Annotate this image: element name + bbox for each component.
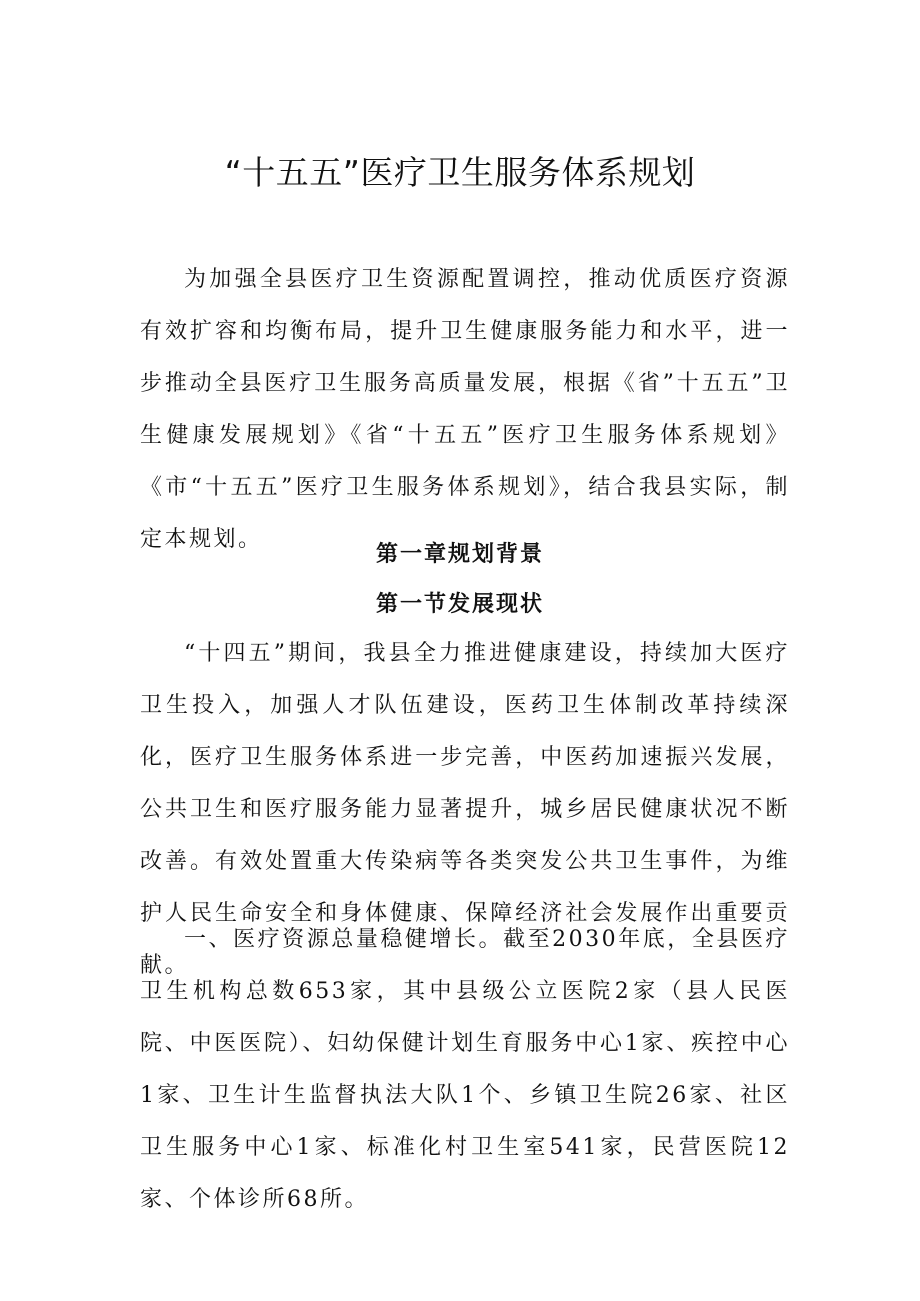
- item-paragraph: 一、医疗资源总量稳健增长。截至2030年底，全县医疗卫生机构总数653家，其中县级公立医院2家（县人民医院、中医医院）、妇幼保健计划生育服务中心1家、疾控中心1家、卫生计生监督执法大队1个、乡镇卫生院26家、社区卫生服务中心1家、标准化村卫生室541家，民营医院12家、个体诊所68所。: [140, 927, 790, 1212]
- section-paragraph: “十四五”期间，我县全力推进健康建设，持续加大医疗卫生投入，加强人才队伍建设，医药卫生体制改革持续深化，医疗卫生服务体系进一步完善，中医药加速振兴发展，公共卫生和医疗服务能力显著提升，城乡居民健康状况不断改善。有效处置重大传染病等各类突发公共卫生事件，为维护人民生命安全和身体健康、保障经济社会发展作出重要贡献。: [140, 641, 790, 978]
- chapter-heading: 第一章规划背景: [375, 541, 544, 567]
- intro-paragraph: 为加强全县医疗卫生资源配置调控，推动优质医疗资源有效扩容和均衡布局，提升卫生健康服务能力和水平，进一步推动全县医疗卫生服务高质量发展，根据《省”十五五”卫生健康发展规划》《省“十五五”医疗卫生服务体系规划》《市“十五五”医疗卫生服务体系规划》，结合我县实际，制定本规划。: [140, 267, 790, 552]
- document-title: “十五五”医疗卫生服务体系规划: [224, 153, 696, 193]
- section-heading: 第一节发展现状: [375, 591, 544, 617]
